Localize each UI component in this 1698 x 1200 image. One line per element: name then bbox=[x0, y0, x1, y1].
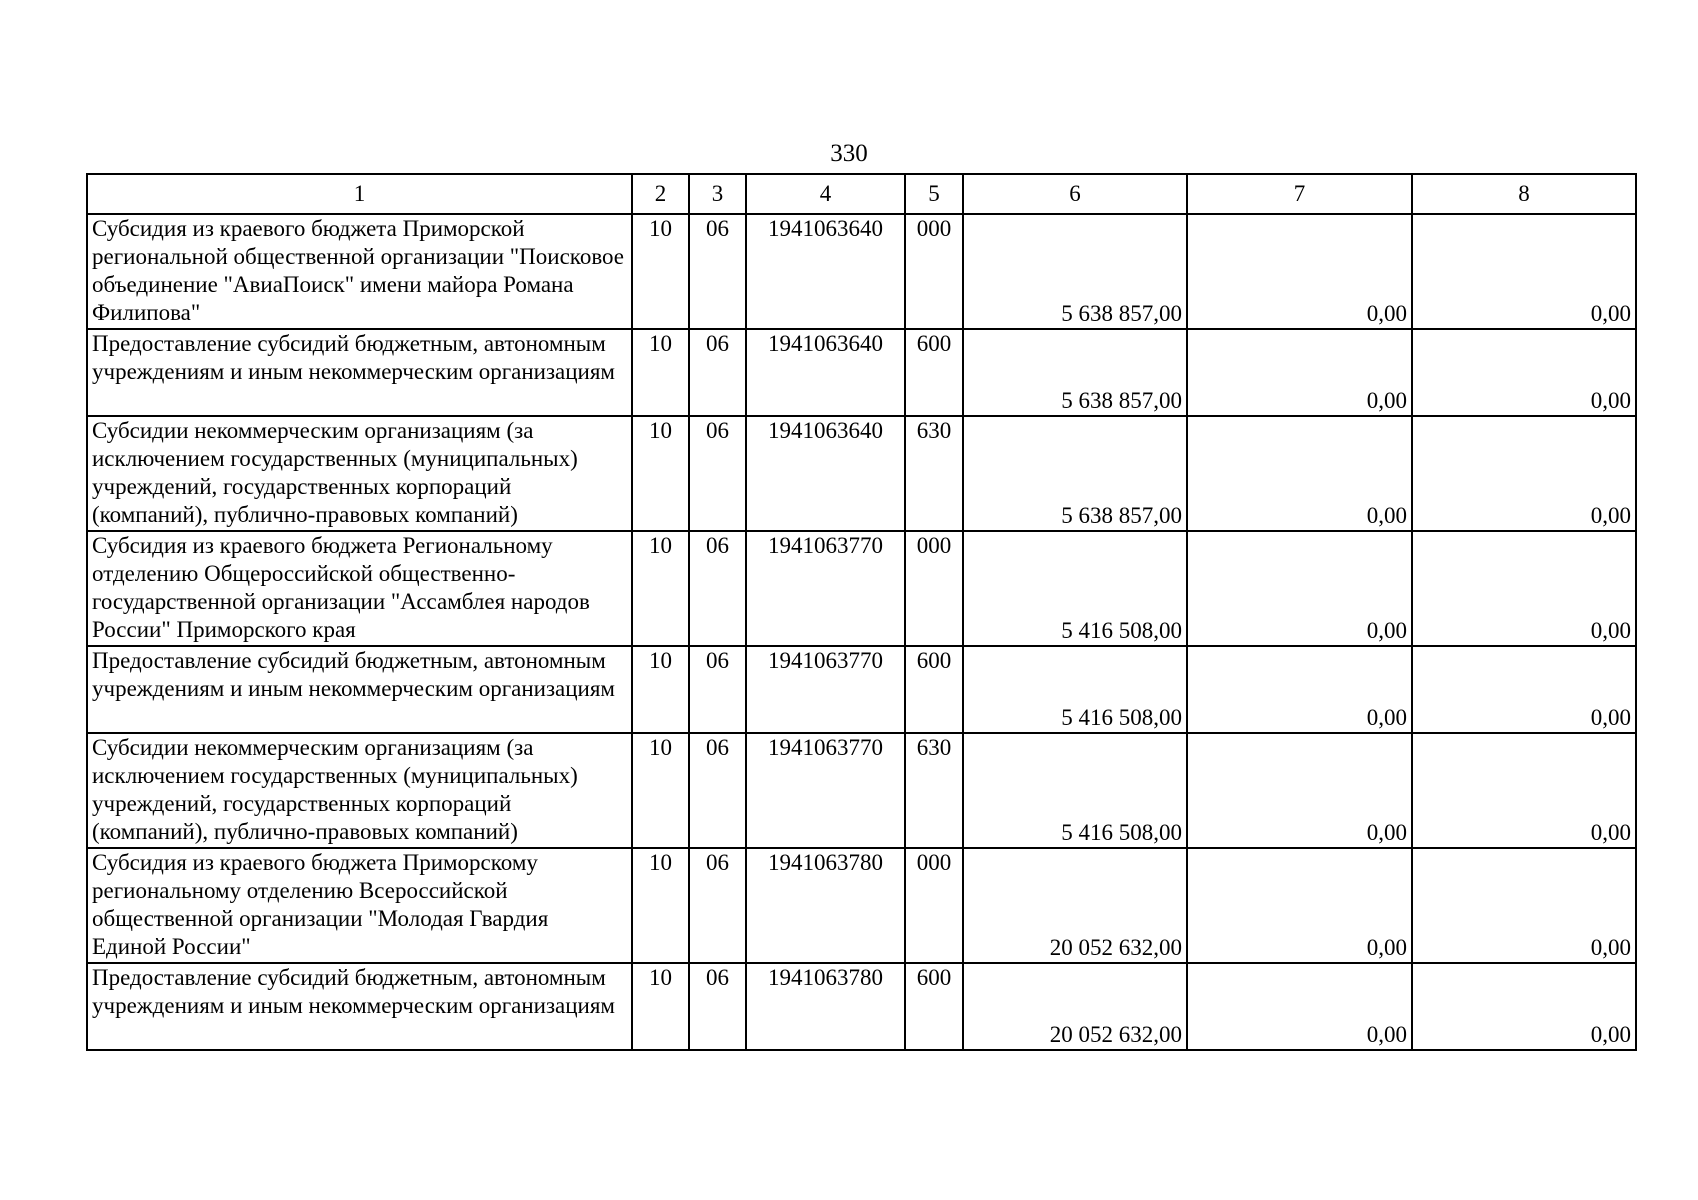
amount-col-8: 0,00 bbox=[1412, 733, 1636, 848]
row-description: Субсидия из краевого бюджета Региональному отделению Общероссийской общественно-государственной организации "Ассамблея народов России" Приморского края bbox=[87, 531, 632, 646]
table-row bbox=[87, 329, 1636, 416]
section-code: 10 bbox=[632, 214, 689, 329]
amount-col-6: 5 638 857,00 bbox=[963, 214, 1187, 329]
amount-col-7: 0,00 bbox=[1187, 963, 1412, 1050]
expense-type-code: 630 bbox=[905, 416, 963, 531]
target-article-code: 1941063640 bbox=[746, 329, 905, 416]
subsection-code: 06 bbox=[689, 733, 746, 848]
column-header: 6 bbox=[963, 174, 1187, 214]
row-description: Предоставление субсидий бюджетным, автономным учреждениям и иным некоммерческим организациям bbox=[87, 646, 632, 733]
subsection-code: 06 bbox=[689, 646, 746, 733]
amount-col-8: 0,00 bbox=[1412, 848, 1636, 963]
expense-type-code: 600 bbox=[905, 329, 963, 416]
table-row bbox=[87, 531, 1636, 646]
column-header: 4 bbox=[746, 174, 905, 214]
amount-col-6: 5 416 508,00 bbox=[963, 646, 1187, 733]
amount-col-6: 5 638 857,00 bbox=[963, 416, 1187, 531]
subsection-code: 06 bbox=[689, 214, 746, 329]
column-header: 7 bbox=[1187, 174, 1412, 214]
amount-col-7: 0,00 bbox=[1187, 214, 1412, 329]
subsection-code: 06 bbox=[689, 531, 746, 646]
page-number: 330 bbox=[830, 140, 868, 167]
target-article-code: 1941063780 bbox=[746, 848, 905, 963]
target-article-code: 1941063780 bbox=[746, 963, 905, 1050]
amount-col-6: 5 416 508,00 bbox=[963, 531, 1187, 646]
section-code: 10 bbox=[632, 848, 689, 963]
target-article-code: 1941063770 bbox=[746, 646, 905, 733]
table-row bbox=[87, 848, 1636, 963]
expense-type-code: 600 bbox=[905, 963, 963, 1050]
amount-col-8: 0,00 bbox=[1412, 646, 1636, 733]
table-row bbox=[87, 963, 1636, 1050]
column-header: 1 bbox=[87, 174, 632, 214]
amount-col-7: 0,00 bbox=[1187, 531, 1412, 646]
amount-col-6: 20 052 632,00 bbox=[963, 963, 1187, 1050]
section-code: 10 bbox=[632, 733, 689, 848]
section-code: 10 bbox=[632, 416, 689, 531]
row-description: Предоставление субсидий бюджетным, автономным учреждениям и иным некоммерческим организациям bbox=[87, 963, 632, 1050]
column-header: 5 bbox=[905, 174, 963, 214]
column-header: 8 bbox=[1412, 174, 1636, 214]
amount-col-8: 0,00 bbox=[1412, 416, 1636, 531]
amount-col-6: 20 052 632,00 bbox=[963, 848, 1187, 963]
amount-col-7: 0,00 bbox=[1187, 416, 1412, 531]
section-code: 10 bbox=[632, 963, 689, 1050]
column-header: 3 bbox=[689, 174, 746, 214]
row-description: Субсидия из краевого бюджета Приморскому региональному отделению Всероссийской общественной организации "Молодая Гвардия Единой России" bbox=[87, 848, 632, 963]
amount-col-7: 0,00 bbox=[1187, 848, 1412, 963]
expense-type-code: 000 bbox=[905, 214, 963, 329]
table-row bbox=[87, 416, 1636, 531]
row-description: Субсидии некоммерческим организациям (за исключением государственных (муниципальных) учреждений, государственных корпораций (компаний), публично-правовых компаний) bbox=[87, 416, 632, 531]
amount-col-7: 0,00 bbox=[1187, 646, 1412, 733]
amount-col-8: 0,00 bbox=[1412, 214, 1636, 329]
target-article-code: 1941063770 bbox=[746, 733, 905, 848]
expense-type-code: 600 bbox=[905, 646, 963, 733]
amount-col-8: 0,00 bbox=[1412, 531, 1636, 646]
expense-type-code: 000 bbox=[905, 848, 963, 963]
amount-col-8: 0,00 bbox=[1412, 963, 1636, 1050]
amount-col-7: 0,00 bbox=[1187, 733, 1412, 848]
row-description: Субсидии некоммерческим организациям (за исключением государственных (муниципальных) учреждений, государственных корпораций (компаний), публично-правовых компаний) bbox=[87, 733, 632, 848]
section-code: 10 bbox=[632, 329, 689, 416]
amount-col-7: 0,00 bbox=[1187, 329, 1412, 416]
table-row bbox=[87, 733, 1636, 848]
table-row bbox=[87, 214, 1636, 329]
header-row bbox=[87, 174, 1636, 214]
table-row bbox=[87, 646, 1636, 733]
row-description: Субсидия из краевого бюджета Приморской региональной общественной организации "Поисковое объединение "АвиаПоиск" имени майора Романа Филипова" bbox=[87, 214, 632, 329]
subsection-code: 06 bbox=[689, 329, 746, 416]
amount-col-8: 0,00 bbox=[1412, 329, 1636, 416]
target-article-code: 1941063770 bbox=[746, 531, 905, 646]
expense-type-code: 000 bbox=[905, 531, 963, 646]
target-article-code: 1941063640 bbox=[746, 214, 905, 329]
row-description: Предоставление субсидий бюджетным, автономным учреждениям и иным некоммерческим организациям bbox=[87, 329, 632, 416]
amount-col-6: 5 638 857,00 bbox=[963, 329, 1187, 416]
amount-col-6: 5 416 508,00 bbox=[963, 733, 1187, 848]
section-code: 10 bbox=[632, 646, 689, 733]
section-code: 10 bbox=[632, 531, 689, 646]
target-article-code: 1941063640 bbox=[746, 416, 905, 531]
subsection-code: 06 bbox=[689, 963, 746, 1050]
subsection-code: 06 bbox=[689, 416, 746, 531]
column-header: 2 bbox=[632, 174, 689, 214]
subsection-code: 06 bbox=[689, 848, 746, 963]
expense-type-code: 630 bbox=[905, 733, 963, 848]
budget-table bbox=[86, 173, 1637, 1051]
